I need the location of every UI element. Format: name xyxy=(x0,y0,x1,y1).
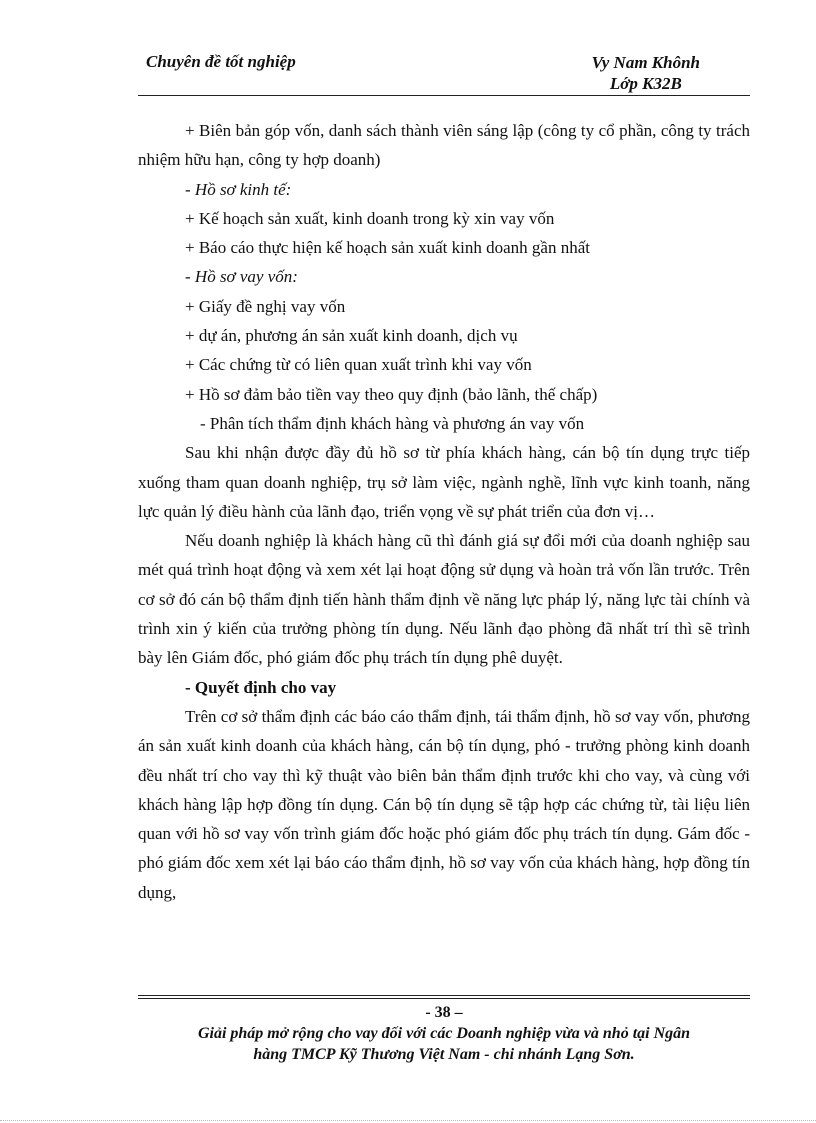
section-heading: - Phân tích thẩm định khách hàng và phương án vay vốn xyxy=(200,413,585,433)
list-item: + Giấy đề nghị vay vốn xyxy=(185,296,346,316)
section-label: - Hồ sơ vay vốn: xyxy=(185,267,298,287)
header-rule xyxy=(138,95,750,96)
paragraph: + Biên bản góp vốn, danh sách thành viên sáng lập (công ty cổ phần, công ty trách nhiệm hữu hạn, công ty hợp doanh) xyxy=(138,121,750,170)
paragraph: Trên cơ sở thẩm định các báo cáo thẩm định, tái thẩm định, hồ sơ vay vốn, phương án sản xuất kinh doanh của khách hàng, cán bộ tín dụng, phó - trưởng phòng kinh doanh đều nhất trí cho vay thì kỹ thuật vào biên bản thẩm định trước khi cho vay, và cùng với khách hàng lập hợp đồng tín dụng. Cán bộ tín dụng sẽ tập hợp các chứng từ, tài liệu liên quan với hồ sơ vay vốn trình giám đốc hoặc phó giám đốc phụ trách tín dụng. Gám đốc - phó giám đốc xem xét lại báo cáo thẩm định, hồ sơ vay vốn của khách hàng, hợp đồng tín dụng, xyxy=(138,706,750,902)
list-item: + Các chứng từ có liên quan xuất trình khi vay vốn xyxy=(185,355,532,375)
header-doc-type: Chuyên đề tốt nghiệp xyxy=(146,52,296,71)
footer-rule-bottom xyxy=(138,998,750,999)
list-item: + Hồ sơ đảm bảo tiền vay theo quy định (bảo lãnh, thế chấp) xyxy=(185,384,598,404)
page-number: - 38 – xyxy=(425,1004,463,1021)
paragraph: Sau khi nhận được đầy đủ hồ sơ từ phía khách hàng, cán bộ tín dụng trực tiếp xuống tham quan doanh nghiệp, trụ sở làm việc, ngành nghề, lĩnh vực kinh toanh, năng lực quản lý điều hành của lãnh đạo, triển vọng về sự phát triển của đơn vị… xyxy=(138,443,750,521)
section-heading-bold: - Quyết định cho vay xyxy=(185,677,337,697)
page-body xyxy=(138,116,750,907)
page-header xyxy=(138,48,750,96)
footer-title-line2: hàng TMCP Kỹ Thương Việt Nam - chi nhánh Lạng Sơn. xyxy=(253,1046,635,1063)
list-item: + Kế hoạch sản xuất, kinh doanh trong kỳ xin vay vốn xyxy=(185,208,555,228)
footer-rule-top xyxy=(138,995,750,996)
paragraph: Nếu doanh nghiệp là khách hàng cũ thì đánh giá sự đổi mới của doanh nghiệp sau mét quá trình hoạt động và xem xét lại hoạt động sử dụng và hoàn trả vốn lần trước. Trên cơ sở đó cán bộ thẩm định tiến hành thẩm định về năng lực pháp lý, năng lực tài chính và trình xin ý kiến của trưởng phòng tín dụng. Nếu lãnh đạo phòng đã nhất trí thì sẽ trình bày lên Giám đốc, phó giám đốc phụ trách tín dụng phê duyệt. xyxy=(138,531,750,668)
page-footer xyxy=(138,995,750,1065)
header-author-name: Vy Nam Khônh xyxy=(591,53,700,72)
footer-title-line1: Giải pháp mở rộng cho vay đối với các Doanh nghiệp vừa và nhỏ tại Ngân xyxy=(197,1025,691,1042)
page-edge-divider xyxy=(0,1120,816,1121)
header-author-class: Lớp K32B xyxy=(609,74,682,93)
list-item: + dự án, phương án sản xuất kinh doanh, dịch vụ xyxy=(185,326,518,346)
header-author xyxy=(592,52,700,94)
list-item: + Báo cáo thực hiện kế hoạch sản xuất kinh doanh gần nhất xyxy=(185,238,590,258)
section-label: - Hồ sơ kinh tế: xyxy=(185,179,292,199)
